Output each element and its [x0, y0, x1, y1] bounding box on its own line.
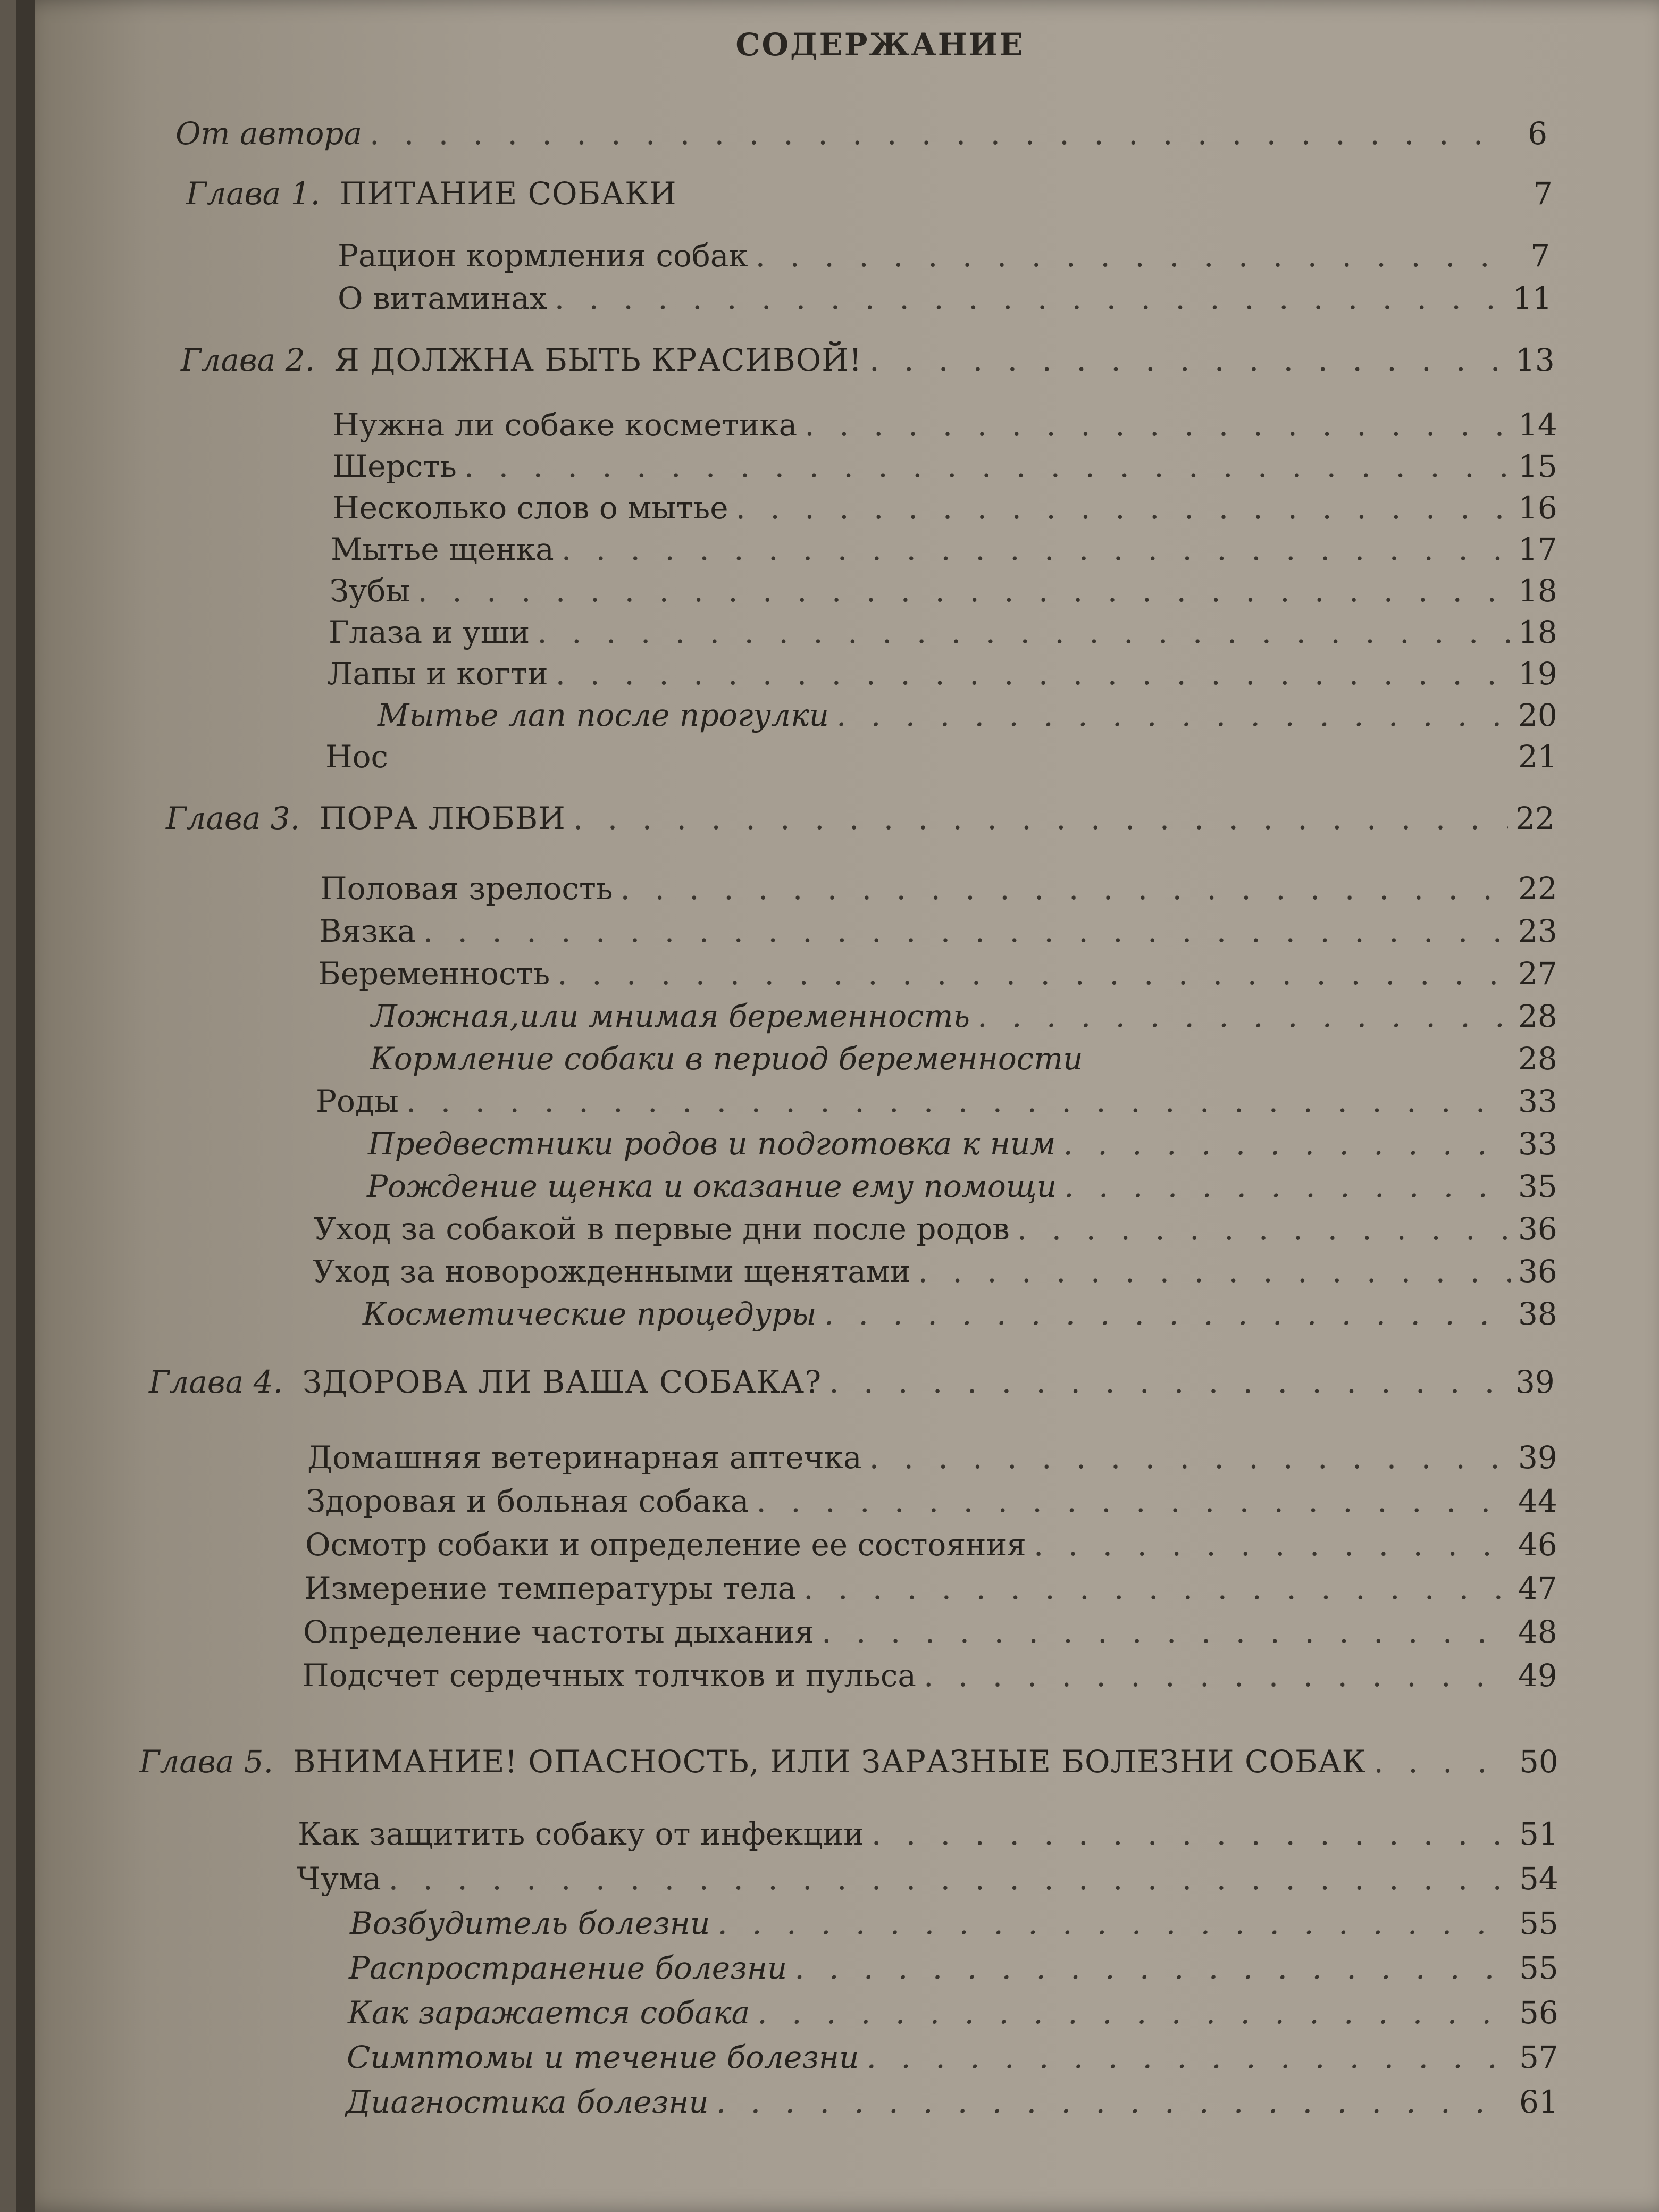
leader-dots [977, 1001, 1511, 1032]
toc-page-number: 36 [1518, 1211, 1557, 1247]
toc-subentry [370, 1041, 1557, 1077]
toc-entry-label: Определение частоты дыхания [303, 1614, 815, 1650]
toc-entry [304, 1570, 1557, 1606]
toc-page-number: 38 [1518, 1296, 1557, 1332]
toc-entry [318, 956, 1557, 992]
toc-entry-label: Подсчет сердечных толчков и пульса [302, 1657, 916, 1694]
chapter-title: Я ДОЛЖНА БЫТЬ КРАСИВОЙ! [334, 342, 862, 378]
leader-dots [924, 1660, 1511, 1691]
toc-page-number: 44 [1518, 1483, 1557, 1519]
leader-dots [423, 916, 1511, 946]
toc-page-number: 17 [1518, 531, 1557, 567]
toc-entry [320, 870, 1557, 907]
toc-entry-label: Чума [297, 1861, 381, 1897]
toc-entry-label: Мытье щенка [331, 531, 554, 567]
toc-page-number: 11 [1513, 280, 1552, 316]
toc-entry-label: Ложная,или мнимая беременность [371, 998, 970, 1034]
chapter-number: Глава 5. [139, 1744, 274, 1780]
toc-page-number: 33 [1518, 1083, 1557, 1119]
leader-dots [829, 1367, 1508, 1397]
toc-page-number: 51 [1519, 1816, 1559, 1852]
toc-entry [298, 1816, 1559, 1852]
toc-entry-label: Уход за собакой в первые дни после родов [314, 1211, 1010, 1247]
toc-chapter-3 [166, 800, 1555, 836]
leader-dots [866, 2042, 1512, 2073]
toc-page-number: 35 [1518, 1168, 1557, 1204]
toc-entry-label: Беременность [318, 956, 550, 992]
toc-entry [316, 1083, 1557, 1119]
book-page [16, 0, 1659, 2212]
toc-subentry [347, 2039, 1559, 2075]
toc-entry-label: Зубы [330, 573, 410, 609]
leader-dots [717, 1908, 1512, 1939]
binding-edge [16, 0, 35, 2212]
toc-entry-label: Симптомы и течение болезни [347, 2039, 859, 2075]
toc-page-number: 39 [1515, 1364, 1555, 1400]
leader-dots [794, 1953, 1512, 1983]
toc-entry [327, 656, 1557, 692]
toc-entry-label: О витаминах [338, 280, 547, 316]
toc-entry [305, 1527, 1557, 1563]
toc-entry [307, 1439, 1557, 1476]
toc-page-number: 13 [1515, 342, 1555, 378]
toc-page-number: 49 [1518, 1657, 1557, 1694]
leader-dots [824, 1298, 1511, 1329]
toc-page-number: 47 [1518, 1570, 1557, 1606]
leader-dots [562, 534, 1511, 565]
toc-entry [325, 739, 1557, 775]
leader-dots [736, 492, 1511, 523]
toc-entry-label: Лапы и когти [327, 656, 548, 692]
toc-entry-label: Нужна ли собаке косметика [332, 407, 798, 443]
toc-entry [303, 1614, 1557, 1650]
toc-entry-label: Здоровая и больная собака [306, 1483, 749, 1519]
leader-dots [464, 451, 1511, 482]
toc-entry-label: Нос [325, 739, 388, 775]
leader-dots [573, 803, 1508, 834]
toc-entry-label: Кормление собаки в период беременности [370, 1041, 1083, 1077]
leader-dots [716, 2087, 1512, 2117]
chapter-number: Глава 3. [166, 800, 300, 836]
toc-chapter-2 [181, 342, 1555, 378]
toc-page-number: 46 [1518, 1527, 1557, 1563]
chapter-title: ПИТАНИЕ СОБАКИ [339, 175, 677, 212]
leader-dots [757, 1997, 1512, 2028]
toc-entry-author [175, 115, 1547, 152]
toc-page-number: 57 [1519, 2039, 1559, 2075]
toc-entry-label: Вязка [319, 913, 416, 949]
toc-page-number: 16 [1518, 490, 1557, 526]
toc-entry-label: Несколько слов о мытье [332, 490, 728, 526]
toc-page-number: 15 [1518, 448, 1557, 484]
toc-subentry [368, 1126, 1557, 1162]
leader-dots [1017, 1213, 1511, 1244]
toc-entry [338, 280, 1552, 316]
toc-entry [306, 1483, 1557, 1519]
toc-page-number: 22 [1518, 870, 1557, 907]
toc-page-number: 55 [1519, 1905, 1559, 1941]
toc-subentry [367, 1168, 1557, 1204]
toc-page-number: 56 [1519, 1995, 1559, 2031]
toc-entry [332, 407, 1557, 443]
toc-entry-label: Уход за новорожденными щенятами [313, 1253, 911, 1289]
toc-page-number: 20 [1518, 697, 1557, 733]
toc-page-number: 21 [1518, 739, 1557, 775]
toc-subentry [348, 1995, 1559, 2031]
toc-page-number: 6 [1528, 115, 1547, 152]
leader-dots [756, 240, 1511, 271]
leader-dots [805, 409, 1511, 440]
toc-chapter-4 [149, 1364, 1555, 1400]
toc-entry-label: Предвестники родов и подготовка к ним [368, 1126, 1056, 1162]
leader-dots [389, 1863, 1512, 1894]
toc-entry-label: Как защитить собаку от инфекции [298, 1816, 864, 1852]
chapter-title: ВНИМАНИЕ! ОПАСНОСТЬ, ИЛИ ЗАРАЗНЫЕ БОЛЕЗНИ СОБАК [292, 1744, 1367, 1780]
toc-entry-label: Распространение болезни [349, 1950, 787, 1986]
leader-dots [1063, 1128, 1511, 1159]
leader-dots [557, 958, 1511, 989]
chapter-title: ЗДОРОВА ЛИ ВАША СОБАКА? [302, 1364, 822, 1400]
leader-dots [1064, 1171, 1511, 1202]
leader-dots [1373, 1746, 1512, 1777]
chapter-number: Глава 4. [149, 1364, 283, 1400]
toc-entry-label: Измерение температуры тела [304, 1570, 797, 1606]
chapter-title: ПОРА ЛЮБВИ [319, 800, 566, 836]
toc-entry-label: Как заражается собака [348, 1995, 750, 2031]
toc-entry [332, 490, 1557, 526]
toc-page-number: 23 [1518, 913, 1557, 949]
toc-entry [314, 1211, 1557, 1247]
toc-entry [319, 913, 1557, 949]
toc-subentry [349, 1950, 1559, 1986]
toc-page-number: 55 [1519, 1950, 1559, 1986]
toc-page-number: 7 [1533, 175, 1553, 212]
toc-page-number: 27 [1518, 956, 1557, 992]
toc-chapter-1 [186, 175, 1553, 212]
toc-subentry [363, 1296, 1557, 1332]
toc-entry-label: Возбудитель болезни [350, 1905, 710, 1941]
toc-page-number: 18 [1518, 614, 1557, 650]
toc-entry-label: Мытье лап после прогулки [378, 697, 829, 733]
toc-entry-label: Осмотр собаки и определение ее состояния [305, 1527, 1026, 1563]
leader-dots [556, 658, 1511, 689]
leader-dots [822, 1616, 1511, 1647]
leader-dots [406, 1086, 1511, 1117]
toc-entry [297, 1861, 1559, 1897]
leader-dots [555, 283, 1505, 314]
toc-entry [302, 1657, 1557, 1694]
toc-page-number: 22 [1515, 800, 1555, 836]
toc-page-number: 61 [1519, 2084, 1559, 2120]
leader-dots [417, 575, 1511, 606]
toc-entry-label: Диагностика болезни [346, 2084, 709, 2120]
toc-entry [331, 531, 1557, 567]
toc-chapter-5 [139, 1744, 1559, 1780]
toc-page-number: 39 [1518, 1439, 1557, 1476]
toc-page-number: 33 [1518, 1126, 1557, 1162]
toc-page-number: 50 [1519, 1744, 1559, 1780]
toc-page-number: 18 [1518, 573, 1557, 609]
toc-subentry [371, 998, 1557, 1034]
toc-entry-label: От автора [175, 115, 362, 152]
toc-page-number: 54 [1519, 1861, 1559, 1897]
toc-entry-label: Роды [316, 1083, 399, 1119]
toc-page-number: 7 [1530, 238, 1550, 274]
toc-entry-label: Рождение щенка и оказание ему помощи [367, 1168, 1057, 1204]
toc-subentry [350, 1905, 1559, 1941]
leader-dots [918, 1256, 1511, 1287]
toc-entry [338, 238, 1550, 274]
leader-dots [756, 1486, 1511, 1516]
leader-dots [836, 700, 1511, 731]
toc-entry-label: Шерсть [332, 448, 457, 484]
leader-dots [869, 345, 1508, 375]
chapter-number: Глава 1. [186, 175, 321, 212]
toc-subentry [378, 697, 1557, 733]
toc-entry-label: Рацион кормления собак [338, 238, 748, 274]
leader-dots [869, 1442, 1511, 1473]
leader-dots [803, 1573, 1511, 1604]
page-title: СОДЕРЖАНИЕ [735, 27, 1025, 63]
leader-dots [1034, 1529, 1511, 1560]
toc-entry [332, 448, 1557, 484]
toc-page-number: 14 [1518, 407, 1557, 443]
toc-entry-label: Домашняя ветеринарная аптечка [307, 1439, 862, 1476]
toc-page-number: 19 [1518, 656, 1557, 692]
leader-dots [370, 118, 1508, 149]
leader-dots [872, 1819, 1512, 1849]
toc-entry [313, 1253, 1557, 1289]
toc-entry [329, 614, 1557, 650]
toc-entry-label: Половая зрелость [320, 870, 613, 907]
leader-dots [537, 617, 1511, 648]
toc-page-number: 28 [1518, 998, 1557, 1034]
toc-page-number: 36 [1518, 1253, 1557, 1289]
leader-dots [621, 873, 1511, 904]
toc-entry-label: Косметические процедуры [363, 1296, 817, 1332]
toc-entry-label: Глаза и уши [329, 614, 530, 650]
chapter-number: Глава 2. [181, 342, 315, 378]
toc-page-number: 48 [1518, 1614, 1557, 1650]
toc-page-number: 28 [1518, 1041, 1557, 1077]
toc-subentry [346, 2084, 1559, 2120]
toc-entry [330, 573, 1557, 609]
